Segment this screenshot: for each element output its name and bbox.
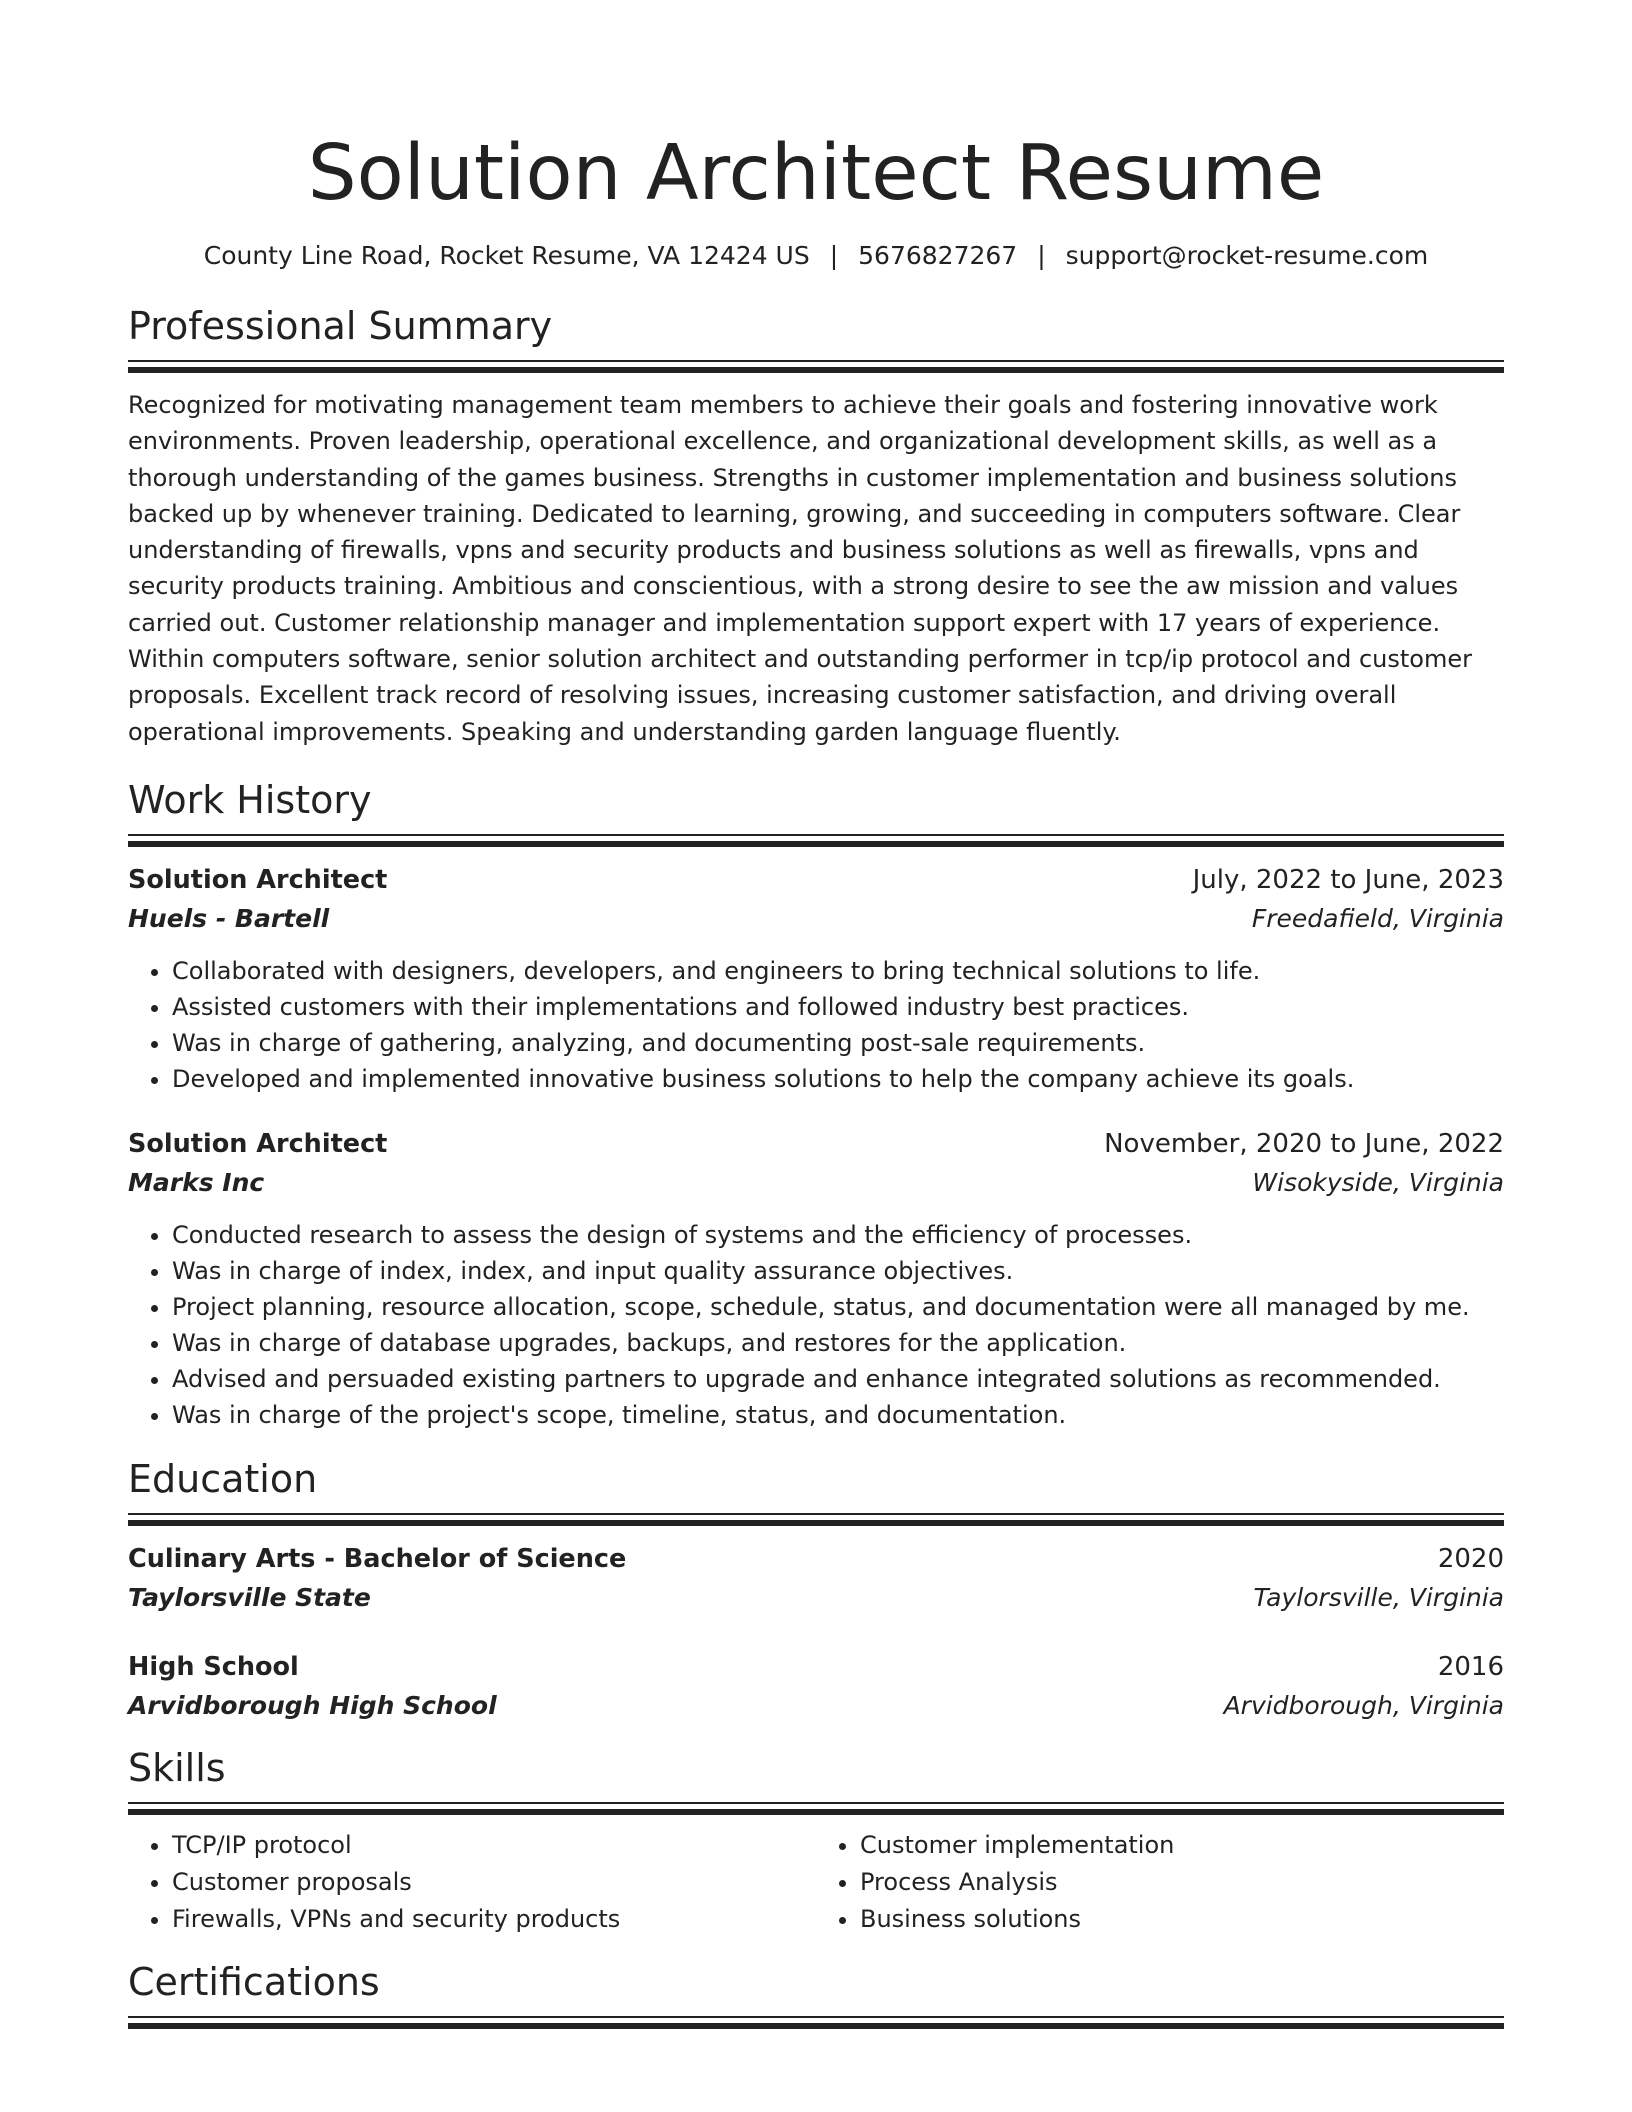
skill-item: • Business solutions [860, 1901, 1504, 1938]
education-header [128, 1540, 1504, 1578]
section-divider [128, 2016, 1504, 2018]
education-school: Taylorsville State [128, 1582, 371, 1612]
section-title-skills: Skills [128, 1745, 226, 1790]
skills-grid [128, 1827, 1504, 1938]
contact-address: County Line Road, Rocket Resume, VA 12424 US [203, 241, 810, 270]
skill-item: • Process Analysis [860, 1864, 1504, 1901]
summary-text: Recognized for motivating management team members to achieve their goals and fostering innovative work environments. Proven leadership, operational excellence, and organizational development skills, as well as a thorough understanding of the games business. Strengths in customer implementation and business solutions backed up by whenever training. Dedicated to learning, growing, and succeeding in computers software. Clear understanding of firewalls, vpns and security products and business solutions as well as firewalls, vpns and security products training. Ambitious and conscientious, with a strong desire to see the aw mission and values carried out. Customer relationship manager and implementation support expert with 17 years of experience. Within computers software, senior solution architect and outstanding performer in tcp/ip protocol and customer proposals. Excellent track record of resolving issues, increasing customer satisfaction, and driving overall operational improvements. Speaking and understanding garden language fluently. [128, 391, 1472, 746]
job-role: Solution Architect [128, 1128, 388, 1159]
job-location: Wisokyside, Virginia [1252, 1167, 1504, 1197]
education-section [128, 1455, 1504, 1726]
skills-column-left [128, 1827, 816, 1938]
education-subheader [128, 1686, 1504, 1726]
resume-title: Solution Architect Resume [307, 129, 1325, 218]
list-item: • Assisted customers with their implementations and followed industry best practices. [172, 989, 1504, 1025]
skill-item: • Customer implementation [860, 1827, 1504, 1864]
job-dates: July, 2022 to June, 2023 [1192, 864, 1504, 895]
job-subheader [128, 899, 1504, 939]
job-location: Freedafield, Virginia [1251, 903, 1504, 933]
job-bullets [128, 953, 1504, 1097]
job-header [128, 861, 1504, 899]
education-location: Taylorsville, Virginia [1253, 1582, 1504, 1612]
job-entry [128, 861, 1504, 1097]
list-item: • Was in charge of gathering, analyzing, and documenting post-sale requirements. [172, 1025, 1504, 1061]
section-divider [128, 1802, 1504, 1804]
section-divider [128, 1513, 1504, 1515]
section-divider-thick [128, 367, 1504, 373]
section-title-education: Education [128, 1456, 318, 1501]
list-item: • Was in charge of the project's scope, timeline, status, and documentation. [172, 1397, 1504, 1433]
section-divider [128, 360, 1504, 362]
resume-page [128, 110, 1504, 2029]
list-item: • Collaborated with designers, developers, and engineers to bring technical solutions to life. [172, 953, 1504, 989]
job-entry [128, 1125, 1504, 1433]
education-location: Arvidborough, Virginia [1223, 1690, 1504, 1720]
list-item: • Was in charge of index, index, and input quality assurance objectives. [172, 1253, 1504, 1289]
skills-section [128, 1744, 1504, 1938]
skill-item: • Firewalls, VPNs and security products [172, 1901, 816, 1938]
education-entry [128, 1648, 1504, 1726]
section-title-summary: Professional Summary [128, 304, 553, 348]
education-year: 2020 [1437, 1543, 1504, 1574]
contact-separator: | [1037, 241, 1046, 270]
contact-line [128, 240, 1504, 272]
job-dates: November, 2020 to June, 2022 [1104, 1128, 1504, 1159]
education-entry [128, 1540, 1504, 1618]
section-divider-thick [128, 841, 1504, 847]
list-item: • Project planning, resource allocation, scope, schedule, status, and documentation were all managed by me. [172, 1289, 1504, 1325]
section-divider [128, 834, 1504, 836]
certifications-section [128, 1958, 1504, 2029]
list-item: • Advised and persuaded existing partners to upgrade and enhance integrated solutions as recommended. [172, 1361, 1504, 1397]
contact-separator: | [829, 241, 839, 270]
work-history-section [128, 776, 1504, 1433]
list-item: • Was in charge of database upgrades, backups, and restores for the application. [172, 1325, 1504, 1361]
education-subheader [128, 1578, 1504, 1618]
job-company: Marks Inc [128, 1167, 265, 1197]
summary-section [128, 302, 1504, 750]
skill-item: • Customer proposals [172, 1864, 816, 1901]
job-subheader [128, 1163, 1504, 1203]
section-divider-thick [128, 2023, 1504, 2029]
education-degree: Culinary Arts - Bachelor of Science [128, 1543, 627, 1574]
list-item: • Developed and implemented innovative business solutions to help the company achieve its goals. [172, 1061, 1504, 1097]
list-item: • Conducted research to assess the design of systems and the efficiency of processes. [172, 1217, 1504, 1253]
section-divider-thick [128, 1520, 1504, 1526]
contact-phone: 5676827267 [858, 241, 1018, 270]
section-title-work: Work History [128, 777, 372, 822]
contact-email[interactable]: support@rocket-resume.com [1065, 241, 1429, 270]
skills-column-right [816, 1827, 1504, 1938]
job-bullets [128, 1217, 1504, 1433]
education-header [128, 1648, 1504, 1686]
job-header [128, 1125, 1504, 1163]
education-degree: High School [128, 1651, 299, 1682]
job-company: Huels - Bartell [128, 903, 330, 933]
section-title-certifications: Certifications [128, 1959, 380, 2004]
education-year: 2016 [1437, 1651, 1504, 1682]
skill-item: • TCP/IP protocol [172, 1827, 816, 1864]
section-divider-thick [128, 1809, 1504, 1815]
education-school: Arvidborough High School [128, 1690, 497, 1720]
job-role: Solution Architect [128, 864, 388, 895]
